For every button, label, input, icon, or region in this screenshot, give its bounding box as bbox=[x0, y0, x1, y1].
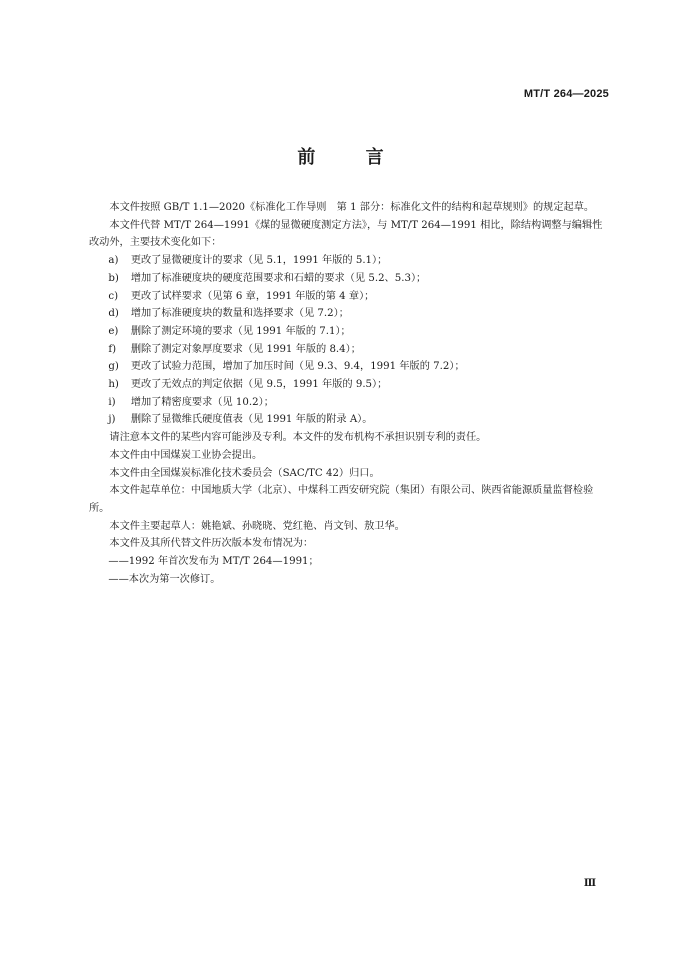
list-item-text: 增加了标准硬度块的数量和选择要求（见 7.2）； bbox=[130, 308, 349, 320]
paragraph-drafting-units: 本文件起草单位：中国地质大学（北京）、中煤科工西安研究院（集团）有限公司、陕西省能源质量监督检验所。 bbox=[89, 485, 594, 514]
paragraph-committee: 本文件由全国煤炭标准化技术委员会（SAC/TC 42）归口。 bbox=[109, 467, 380, 479]
list-item bbox=[89, 358, 609, 376]
list-item-text: 更改了显微硬度计的要求（见 5.1，1991 年版的 5.1）； bbox=[130, 255, 388, 267]
list-item bbox=[89, 270, 609, 288]
list-item bbox=[89, 411, 609, 429]
list-marker: a) bbox=[108, 255, 119, 267]
list-marker: d) bbox=[108, 308, 119, 320]
list-item bbox=[89, 376, 609, 394]
history-item: ——本次为第一次修订。 bbox=[108, 573, 221, 585]
list-marker: g) bbox=[108, 361, 119, 373]
page-number: Ⅲ bbox=[583, 878, 596, 889]
list-marker: h) bbox=[108, 379, 119, 391]
list-marker: i) bbox=[108, 396, 116, 408]
paragraph-drafting-rules: 本文件按照 GB/T 1.1—2020《标准化工作导则 第 1 部分：标准化文件的结构和起草规则》的规定起草。 bbox=[109, 202, 595, 213]
list-item-text: 更改了无效点的判定依据（见 9.5，1991 年版的 9.5）； bbox=[130, 379, 388, 391]
paragraph-history-intro: 本文件及其所代替文件历次版本发布情况为： bbox=[109, 538, 314, 550]
list-item-text: 删除了测定环境的要求（见 1991 年版的 7.1）； bbox=[130, 325, 351, 337]
list-item bbox=[89, 305, 609, 323]
paragraph-proposer: 本文件由中国煤炭工业协会提出。 bbox=[109, 449, 263, 461]
list-item-text: 删除了测定对象厚度要求（见 1991 年版的 8.4）； bbox=[130, 343, 361, 355]
list-item bbox=[89, 252, 609, 270]
list-item bbox=[89, 288, 609, 306]
list-item bbox=[89, 323, 609, 341]
list-marker: j) bbox=[108, 414, 116, 426]
page-title: 前 言 bbox=[297, 147, 406, 168]
document-body bbox=[89, 199, 609, 588]
list-item bbox=[89, 341, 609, 359]
list-item-text: 更改了试验力范围，增加了加压时间（见 9.3、9.4，1991 年版的 7.2）； bbox=[130, 361, 465, 373]
list-item-text: 增加了精密度要求（见 10.2）； bbox=[130, 396, 274, 408]
list-item-text: 增加了标准硬度块的硬度范围要求和石蜡的要求（见 5.2、5.3）； bbox=[130, 272, 427, 284]
list-item-text: 更改了试样要求（见第 6 章，1991 年版的第 4 章）； bbox=[130, 290, 375, 302]
list-marker: e) bbox=[108, 325, 119, 337]
list-item-text: 删除了显微维氏硬度值表（见 1991 年版的附录 A）。 bbox=[130, 414, 373, 426]
paragraph-replacement: 本文件代替 MT/T 264—1991《煤的显微硬度测定方法》，与 MT/T 264—1991 相比，除结构调整与编辑性改动外，主要技术变化如下： bbox=[89, 219, 603, 249]
standard-code: MT/T 264—2025 bbox=[523, 88, 609, 100]
list-marker: c) bbox=[108, 290, 119, 302]
paragraph-patent-notice: 请注意本文件的某些内容可能涉及专利。本文件的发布机构不承担识别专利的责任。 bbox=[109, 432, 487, 444]
changes-list bbox=[89, 252, 609, 429]
history-item: ——1992 年首次发布为 MT/T 264—1991； bbox=[108, 556, 319, 568]
paragraph-drafters: 本文件主要起草人：姚艳斌、孙晓晓、党红艳、肖文钊、敖卫华。 bbox=[109, 520, 405, 532]
list-marker: f) bbox=[108, 343, 117, 355]
list-marker: b) bbox=[108, 272, 119, 284]
list-item bbox=[89, 394, 609, 412]
